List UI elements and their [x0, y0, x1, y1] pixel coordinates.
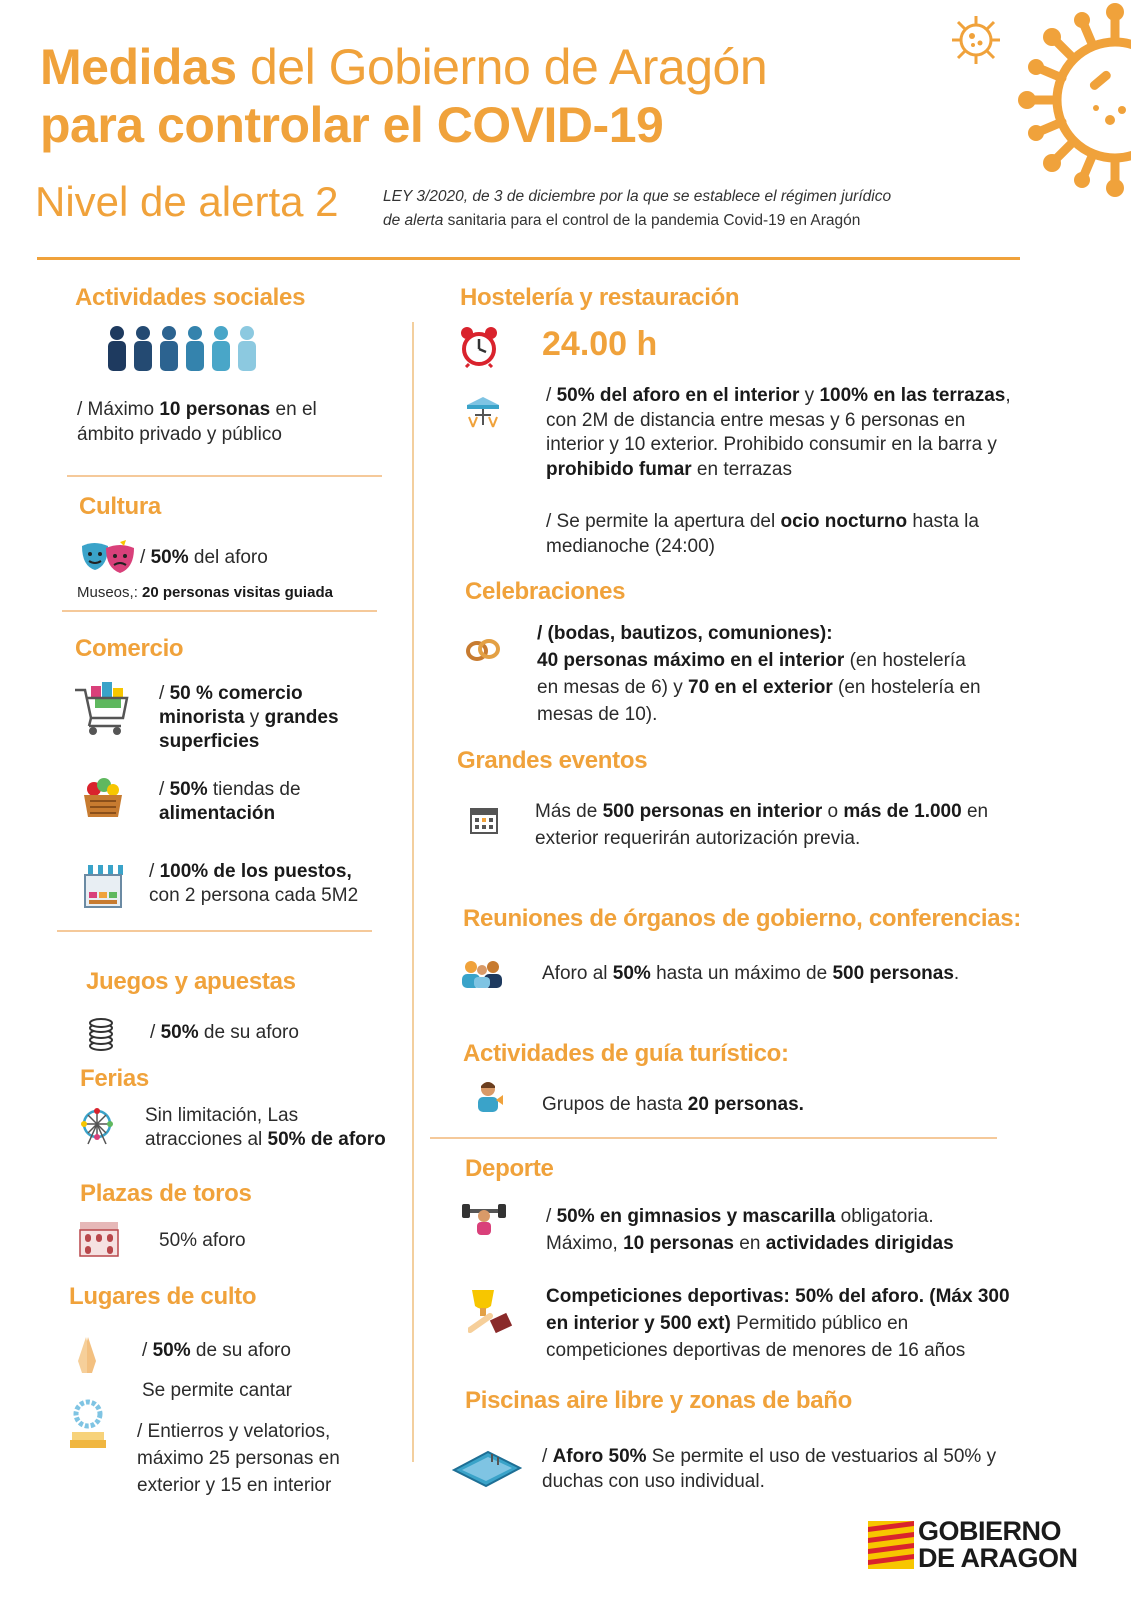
deporte-gym-text: [546, 1203, 954, 1257]
praying-hands-icon: [72, 1335, 102, 1375]
eventos-text: [535, 798, 988, 852]
comercio-item-2: [159, 778, 301, 826]
cultura-text-a: /: [140, 547, 151, 568]
comercio-3-b: 100% de los puestos,: [159, 861, 352, 882]
comercio-1-d: y: [244, 707, 265, 728]
culto-e1: / Entierros y velatorios,: [137, 1421, 331, 1442]
host-l2: con 2M de distancia entre mesas y 6 personas en: [546, 409, 966, 431]
divider: [57, 930, 372, 932]
celeb-l3a: en mesas de 6) y: [537, 677, 689, 698]
ferias-text: [145, 1104, 386, 1152]
reu-d: 500 personas: [832, 963, 954, 984]
column-divider: [412, 322, 414, 1462]
dep-c3: competiciones deportivas de menores de 16 años: [546, 1340, 966, 1361]
shopping-cart-icon: [73, 680, 129, 736]
host-c: y: [799, 385, 820, 406]
ocio-line2: medianoche (24:00): [546, 536, 715, 557]
dep-a: /: [546, 1206, 557, 1227]
market-stall-icon: [80, 862, 126, 910]
dep-c: obligatoria.: [835, 1206, 934, 1227]
reu-a: Aforo al: [542, 963, 613, 984]
reu-e: .: [953, 963, 960, 984]
wedding-rings-icon: [465, 638, 501, 662]
ferias-line-1: Sin limitación, Las: [145, 1105, 299, 1126]
juegos-text: [150, 1020, 299, 1045]
ferris-wheel-icon: [80, 1108, 114, 1146]
host-l4b: prohibido fumar: [546, 458, 692, 480]
comercio-2-b: 50%: [169, 779, 208, 800]
culto-c: de su aforo: [190, 1340, 291, 1361]
header-divider: [37, 257, 1020, 260]
social-text-c: en el: [270, 399, 317, 420]
social-text-b: 10 personas: [159, 399, 271, 420]
comercio-1-e: grandes: [264, 707, 339, 728]
comercio-1-b: 50 % comercio: [169, 683, 303, 704]
ocio-c: hasta la: [907, 511, 979, 532]
section-heading-eventos: Grandes eventos: [457, 747, 648, 774]
terrace-table-icon: [465, 395, 501, 429]
trophy-icon: [468, 1286, 514, 1334]
host-e: ,: [1005, 385, 1011, 406]
logo-line-1: GOBIERNO: [918, 1516, 1062, 1546]
funeral-wreath-icon: [68, 1398, 108, 1450]
section-heading-juegos: Juegos y apuestas: [86, 968, 296, 995]
host-b: 50% del aforo en el interior: [556, 385, 800, 406]
calendar-icon: [469, 805, 499, 835]
dep-c2: Permitido público en: [730, 1313, 909, 1334]
section-heading-cultura: Cultura: [79, 493, 161, 520]
dep-f: en: [733, 1233, 766, 1254]
section-heading-deporte: Deporte: [465, 1155, 554, 1182]
section-heading-ferias: Ferias: [80, 1065, 149, 1092]
social-text-a: / Máximo: [77, 399, 160, 420]
guia-b: 20 personas.: [687, 1094, 804, 1115]
social-text: [77, 397, 317, 447]
ev-l2: exterior requerirán autorización previa.: [535, 828, 861, 849]
pis-l2: duchas con uso individual.: [542, 1471, 765, 1492]
host-l4: en terrazas: [691, 458, 792, 480]
piscinas-text: [542, 1444, 996, 1494]
theater-masks-icon: [80, 540, 136, 576]
law-line-2: sanitaria para el control de la pandemia Covid-19 en Aragón: [443, 212, 861, 229]
museos-value: 20 personas visitas guiada: [142, 584, 333, 601]
celeb-l2: (en hostelería: [844, 650, 966, 671]
celeb-l3c: (en hostelería en: [832, 677, 981, 698]
section-heading-toros: Plazas de toros: [80, 1180, 252, 1207]
gym-weights-icon: [460, 1200, 508, 1236]
comercio-1-a: /: [159, 683, 170, 704]
culto-e3: exterior y 15 en interior: [137, 1475, 332, 1496]
casino-chips-icon: [87, 1018, 115, 1052]
toros-text: 50% aforo: [159, 1230, 246, 1251]
comercio-2-c: tiendas de: [207, 779, 301, 800]
section-heading-social: Actividades sociales: [75, 284, 306, 311]
juegos-a: /: [150, 1022, 161, 1043]
celeb-l4: mesas de 10).: [537, 704, 658, 725]
dep-c1: Competiciones deportivas: 50% del aforo. (Máx 300: [546, 1286, 1010, 1307]
dep-d: Máximo,: [546, 1233, 624, 1254]
ferias-line-2b: 50% de aforo: [267, 1129, 386, 1150]
tour-guide-icon: [474, 1080, 504, 1112]
ocio-nocturno-text: [546, 509, 979, 559]
comercio-2-d: alimentación: [159, 803, 276, 824]
museos-label: Museos,:: [77, 584, 143, 601]
deporte-competiciones-text: [546, 1283, 1010, 1364]
guia-text: [542, 1092, 804, 1117]
bullring-icon: [78, 1220, 120, 1258]
alarm-clock-icon: [459, 326, 499, 368]
juegos-c: de su aforo: [198, 1022, 299, 1043]
section-heading-comercio: Comercio: [75, 635, 184, 662]
ocio-a: / Se permite la apertura del: [546, 511, 781, 532]
law-line-2-italic: de alerta: [383, 212, 444, 229]
ocio-b: ocio nocturno: [780, 511, 908, 532]
divider: [430, 1137, 997, 1139]
section-heading-culto: Lugares de culto: [69, 1283, 257, 1310]
celeb-l1: / (bodas, bautizos, comuniones):: [537, 623, 833, 644]
ev-d: más de 1.000: [843, 801, 962, 822]
museos-text: [77, 580, 333, 605]
section-heading-reuniones: Reuniones de órganos de gobierno, conferencias:: [463, 905, 1021, 932]
title-line-2: para controlar el COVID-19: [40, 97, 664, 153]
small-virus-icon: [948, 12, 1004, 68]
cultura-text: [140, 545, 268, 570]
dep-c2b: en interior y 500 ext): [546, 1313, 731, 1334]
aragon-flag-icon: [868, 1521, 914, 1569]
comercio-1-f: superficies: [159, 731, 260, 752]
pis-c: Se permite el uso de vestuarios al 50% y: [646, 1446, 997, 1467]
section-heading-hosteleria: Hostelería y restauración: [460, 284, 740, 311]
swimming-pool-icon: [452, 1448, 522, 1490]
logo-line-2: DE ARAGON: [918, 1543, 1078, 1573]
section-heading-piscinas: Piscinas aire libre y zonas de baño: [465, 1387, 852, 1414]
comercio-item-1: [159, 682, 339, 754]
comercio-1-c: minorista: [159, 707, 245, 728]
page-title: [40, 38, 767, 154]
culto-b: 50%: [152, 1340, 191, 1361]
social-text-line2: ámbito privado y público: [77, 424, 282, 445]
hosteleria-text: [546, 384, 1011, 482]
dep-b: 50% en gimnasios y mascarilla: [556, 1206, 836, 1227]
ferias-line-2a: atracciones al: [145, 1129, 268, 1150]
comercio-3-c: con 2 persona cada 5M2: [149, 885, 359, 906]
culto-text: [142, 1338, 291, 1363]
host-d: 100% en las terrazas: [819, 385, 1006, 406]
divider: [67, 475, 382, 477]
celeb-l2b: 40 personas máximo en el interior: [537, 650, 845, 671]
juegos-b: 50%: [160, 1022, 199, 1043]
celeb-l3b: 70 en el exterior: [688, 677, 833, 698]
pis-a: /: [542, 1446, 553, 1467]
ev-a: Más de: [535, 801, 603, 822]
comercio-item-3: [149, 860, 358, 908]
government-logo: [918, 1518, 1078, 1572]
reuniones-text: [542, 961, 959, 986]
cultura-text-b: 50%: [150, 547, 189, 568]
ev-e: en: [961, 801, 989, 822]
host-a: /: [546, 385, 557, 406]
meeting-people-icon: [460, 958, 504, 988]
reu-b: 50%: [612, 963, 651, 984]
food-basket-icon: [80, 775, 126, 821]
section-heading-celebraciones: Celebraciones: [465, 578, 626, 605]
cultura-text-c: del aforo: [188, 547, 268, 568]
divider: [62, 610, 377, 612]
title-light: del Gobierno de Aragón: [236, 39, 768, 95]
alert-level: Nivel de alerta 2: [35, 178, 339, 225]
culto-cantar: Se permite cantar: [142, 1380, 292, 1401]
culto-e2: máximo 25 personas en: [137, 1448, 340, 1469]
ev-b: 500 personas en interior: [602, 801, 823, 822]
section-heading-guia: Actividades de guía turístico:: [463, 1040, 789, 1067]
people-icon: [105, 325, 267, 371]
celebraciones-text: [537, 620, 981, 728]
reu-c: hasta un máximo de: [650, 963, 833, 984]
ev-c: o: [822, 801, 844, 822]
dep-g: actividades dirigidas: [765, 1233, 954, 1254]
dep-e: 10 personas: [623, 1233, 734, 1254]
guia-a: Grupos de hasta: [542, 1094, 688, 1115]
title-bold: Medidas: [40, 39, 237, 95]
virus-icon: [1010, 0, 1131, 200]
comercio-2-a: /: [159, 779, 170, 800]
closing-hour: 24.00 h: [542, 325, 658, 363]
culto-entierros: [137, 1418, 340, 1499]
host-l3: interior y 10 exterior. Prohibido consumir en la barra y: [546, 434, 997, 455]
law-reference: [383, 185, 891, 233]
comercio-3-a: /: [149, 861, 160, 882]
law-line-1: LEY 3/2020, de 3 de diciembre por la que se establece el régimen jurídico: [383, 188, 892, 205]
pis-b: Aforo 50%: [552, 1446, 647, 1467]
culto-a: /: [142, 1340, 153, 1361]
